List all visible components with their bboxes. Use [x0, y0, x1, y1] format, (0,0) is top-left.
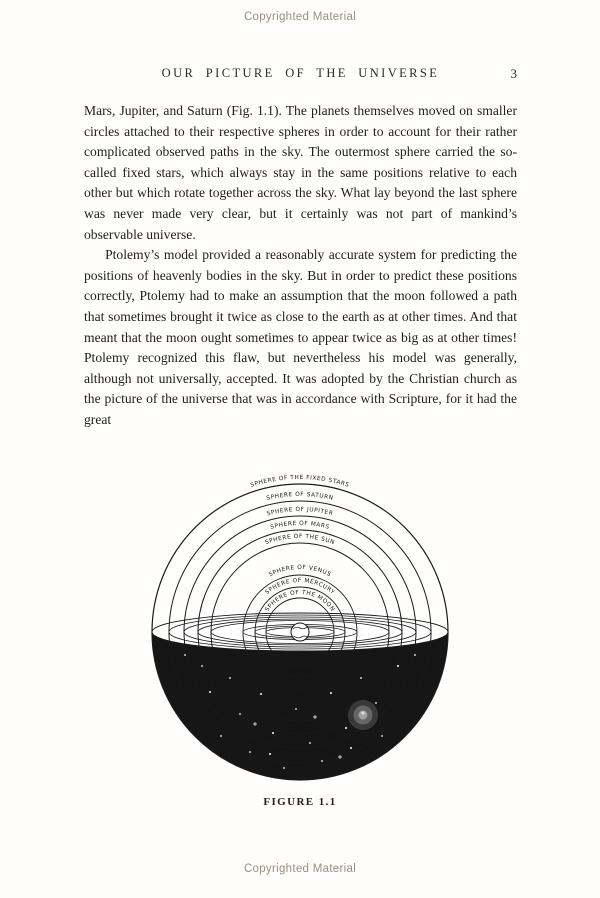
sphere-label: SPHERE OF SATURN — [266, 491, 334, 502]
page-number: 3 — [510, 66, 517, 81]
sphere-label: SPHERE OF THE MOON — [264, 589, 336, 613]
body-paragraph-2: Ptolemy’s model provided a reasonably accurate system for predicting the positions of heavenly bodies in the sky. But in order to predict these positions correctly, Ptolemy had to make an assumption that the moon followed a path that sometimes brought it twice as close to the earth as at other times. And that meant that the moon ought sometimes to appear twice as big as at other times! Ptolemy recognized this flaw, but nevertheless his model was generally, although not universally, accepted. It was adopted by the Christian church as the picture of the universe that was in accordance with Scripture, for it had the great — [84, 247, 517, 427]
dark-hemisphere — [152, 632, 448, 780]
svg-text:SPHERE OF THE SUN — [265, 534, 336, 546]
body-paragraph-1: Mars, Jupiter, and Saturn (Fig. 1.1). The planets themselves moved on smaller circles attached to their respective spheres in order to account for their rather complicated observed paths in the sky. The outermost sphere carried the so-called fixed stars, which always stay in the same positions relative to each other but which rotate together across the sky. What lay beyond the last sphere was never made very clear, but it certainly was not part of mankind’s observable universe. — [84, 103, 517, 242]
figure-caption: FIGURE 1.1 — [263, 796, 337, 808]
copyright-notice-top: Copyrighted Material — [243, 11, 357, 23]
svg-text:SPHERE OF THE FIXED STARS — [250, 475, 350, 489]
ptolemy-spheres-diagram — [110, 452, 490, 792]
figure-1-1 — [0, 452, 600, 792]
sphere-label: SPHERE OF MARS — [269, 520, 331, 531]
sphere-label: SPHERE OF MERCURY — [264, 577, 336, 597]
svg-text:SPHERE OF VENUS — [268, 565, 332, 578]
svg-text:SPHERE OF SATURN — [266, 492, 334, 502]
svg-text:SPHERE OF THE MOON — [264, 590, 335, 613]
sphere-label: SPHERE OF JUPITER — [266, 506, 334, 518]
sphere-labels — [250, 475, 350, 613]
copyright-notice-bottom: Copyrighted Material — [243, 863, 357, 875]
sphere-label: SPHERE OF THE SUN — [264, 533, 336, 547]
sphere-label: SPHERE OF THE FIXED STARS — [249, 474, 351, 489]
running-header — [84, 66, 517, 81]
body-text — [84, 101, 517, 431]
earth — [291, 623, 309, 641]
svg-text:SPHERE OF MARS — [270, 521, 330, 531]
sphere-label: SPHERE OF VENUS — [268, 564, 332, 579]
chapter-title: OUR PICTURE OF THE UNIVERSE — [161, 66, 440, 80]
